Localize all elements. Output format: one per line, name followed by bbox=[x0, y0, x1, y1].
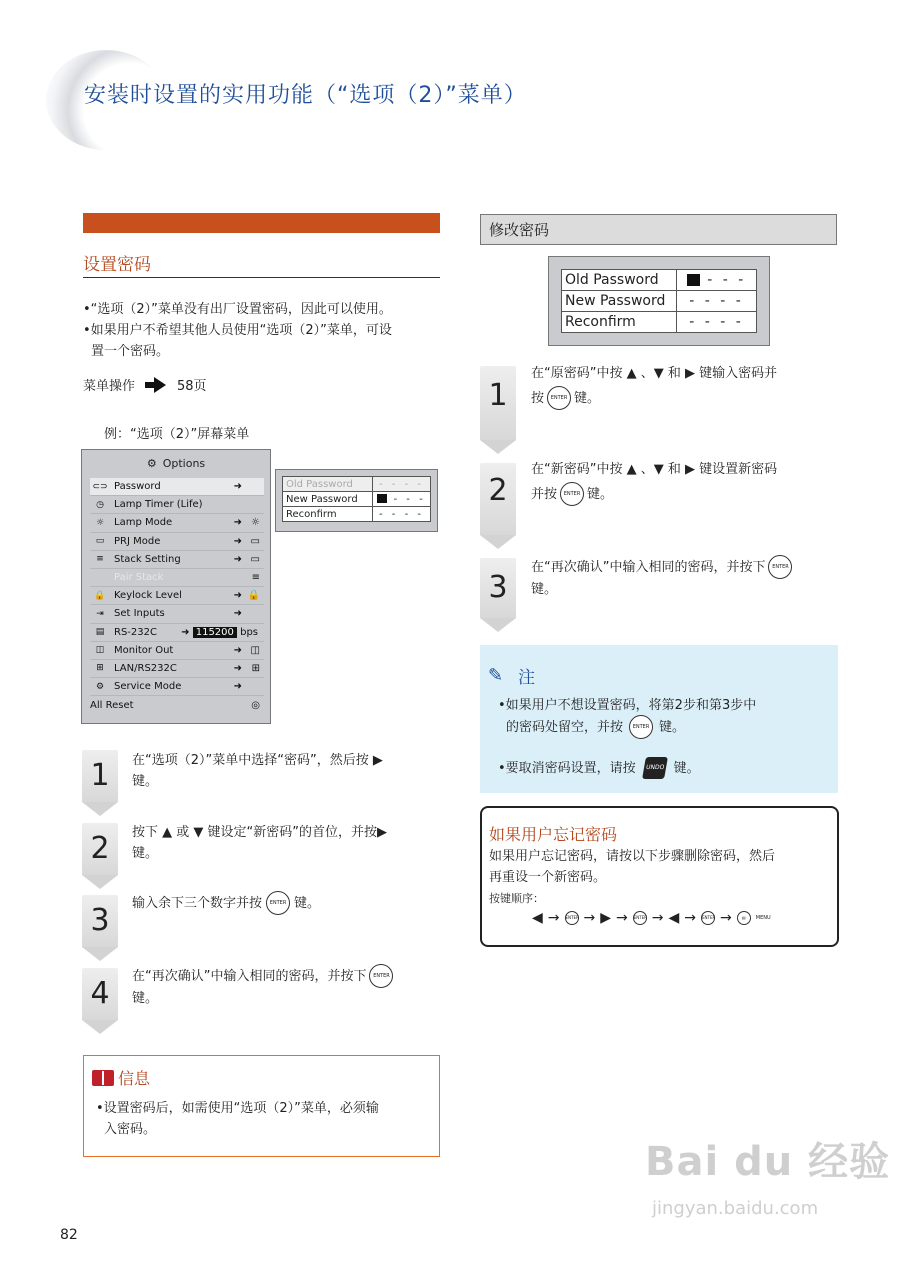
note-box bbox=[480, 645, 838, 793]
step-number: 2 bbox=[480, 463, 516, 535]
serial-port-icon: ▤ bbox=[95, 627, 105, 638]
submenu-arrow-icon: ➜ bbox=[233, 481, 242, 493]
input-icon: ⇥ bbox=[96, 608, 104, 619]
osd-row-monitor-out[interactable]: ◫ Monitor Out ➜ ◫ bbox=[90, 642, 264, 660]
submenu-arrow-icon: ➜ bbox=[233, 644, 242, 656]
menu-key-icon: ▤ bbox=[737, 911, 751, 925]
osd-options-menu bbox=[81, 449, 271, 724]
enter-button-icon: ENTER bbox=[560, 482, 584, 506]
arrow-right-icon: → bbox=[720, 910, 732, 926]
enter-button-icon: ENTER bbox=[768, 555, 792, 579]
submenu-arrow-icon: ➜ bbox=[233, 535, 242, 547]
arrow-right-icon: → bbox=[583, 910, 596, 926]
baidu-watermark: Bai du 经验 bbox=[645, 1139, 891, 1185]
monitor-value-icon: ◫ bbox=[250, 644, 260, 656]
service-icon: ⚙ bbox=[95, 681, 105, 692]
section-color-bar bbox=[83, 213, 440, 233]
intro-bullet-2-cont: 置一个密码。 bbox=[91, 344, 170, 359]
submenu-arrow-icon: ➜ bbox=[233, 590, 242, 602]
reset-icon: ◎ bbox=[251, 699, 260, 711]
lamp-timer-icon: ◷ bbox=[96, 499, 104, 510]
note-line-2: 的密码处留空，并按 ENTER 键。 bbox=[506, 715, 685, 739]
forgot-title: 如果用户忘记密码 bbox=[489, 825, 618, 844]
bold-arrow-icon bbox=[145, 377, 167, 393]
menu-key-label: MENU bbox=[755, 915, 771, 921]
submenu-arrow-icon: ➜ bbox=[233, 517, 242, 529]
section-rule bbox=[83, 277, 440, 278]
enter-button-icon: ENTER bbox=[547, 386, 571, 410]
enter-key-icon: ENTER bbox=[565, 911, 579, 925]
pw-row-reconfirm[interactable]: Reconfirm - - - - bbox=[283, 507, 431, 522]
osd-title: ⚙ Options bbox=[146, 456, 206, 470]
submenu-arrow-icon: ➜ bbox=[233, 681, 242, 693]
arrow-right-icon: → bbox=[651, 910, 664, 926]
osd-row-keylock-level[interactable]: 🔒 Keylock Level ➜ 🔒 bbox=[90, 587, 264, 605]
stack-icon: ≡ bbox=[96, 554, 104, 565]
left-step-3 bbox=[82, 895, 118, 961]
osd-row-set-inputs[interactable]: ⇥ Set Inputs ➜ bbox=[90, 605, 264, 623]
enter-button-icon: ENTER bbox=[629, 715, 653, 739]
arrow-right-icon: → bbox=[616, 910, 628, 926]
left-step-3-text: 输入余下三个数字并按 ENTER 键。 bbox=[132, 891, 320, 915]
key-icon: ⊂⊃ bbox=[92, 481, 108, 492]
baud-rate-value: ➜ 115200 bps bbox=[181, 626, 258, 638]
enter-key-icon: ENTER bbox=[633, 911, 647, 925]
info-title: 信息 bbox=[92, 1066, 150, 1089]
intro-bullet-1: •“选项（2）”菜单没有出厂设置密码，因此可以使用。 bbox=[83, 302, 392, 317]
osd-password-submenu bbox=[275, 469, 438, 532]
baidu-watermark-url: jingyan.baidu.com bbox=[652, 1198, 819, 1219]
pw-row-new[interactable]: New Password - - - bbox=[283, 492, 431, 507]
monitor-icon: ◫ bbox=[95, 645, 105, 656]
menu-operation-ref bbox=[83, 375, 207, 394]
cursor-block bbox=[377, 494, 387, 503]
left-step-2 bbox=[82, 823, 118, 889]
submenu-arrow-icon: ➜ bbox=[233, 608, 242, 620]
osd-row-lan-rs232c[interactable]: ⊞ LAN/RS232C ➜ ⊞ bbox=[90, 660, 264, 678]
intro-bullet-2: •如果用户不希望其他人员使用“选项（2）”菜单，可设 bbox=[83, 323, 392, 338]
enter-button-icon: ENTER bbox=[369, 964, 393, 988]
prj-mode-icon: ▭ bbox=[95, 536, 105, 547]
pw-row-old[interactable]: Old Password - - - - bbox=[283, 477, 431, 492]
menu-op-page: 58页 bbox=[177, 379, 207, 394]
osd-row-all-reset[interactable]: All Reset ◎ bbox=[90, 699, 260, 711]
osd-row-prj-mode[interactable]: ▭ PRJ Mode ➜ ▭ bbox=[90, 533, 264, 551]
osd-row-rs232c[interactable]: ▤ RS-232C ➜ 115200 bps bbox=[90, 624, 264, 642]
pencil-icon: ✎ bbox=[488, 664, 504, 686]
book-icon bbox=[92, 1070, 114, 1086]
password-table-small bbox=[282, 476, 431, 522]
left-step-4 bbox=[82, 968, 118, 1034]
left-step-1 bbox=[82, 750, 118, 816]
right-step-2-text: 在“新密码”中按 ▲ 、▼ 和 ▶ 键设置新密码 并按 ENTER 键。 bbox=[531, 459, 777, 506]
right-step-2 bbox=[480, 463, 516, 549]
note-line-1: •如果用户不想设置密码，将第2步和第3步中 bbox=[498, 698, 757, 713]
right-step-1-text: 在“原密码”中按 ▲ 、▼ 和 ▶ 键输入密码并 按 ENTER 键。 bbox=[531, 363, 777, 410]
cursor-block bbox=[687, 274, 700, 286]
pw-row-old[interactable]: Old Password - - - bbox=[562, 270, 757, 291]
step-number: 3 bbox=[480, 558, 516, 618]
undo-button-icon: UNDO bbox=[642, 757, 668, 779]
prj-mode-value-icon: ▭ bbox=[250, 535, 260, 547]
right-step-3 bbox=[480, 558, 516, 632]
forgot-password-box bbox=[480, 806, 839, 947]
info-text: •设置密码后，如需使用“选项（2）”菜单，必须输 入密码。 bbox=[96, 1101, 379, 1137]
keylock-value-icon: 🔒 bbox=[247, 590, 260, 602]
note-line-3: •要取消密码设置，请按 UNDO 键。 bbox=[498, 757, 700, 779]
change-password-header: 修改密码 bbox=[480, 214, 837, 245]
step-number: 2 bbox=[82, 823, 118, 875]
password-table-large bbox=[561, 269, 757, 333]
menu-op-label: 菜单操作 bbox=[83, 379, 136, 394]
example-label: 例：“选项（2）”屏幕菜单 bbox=[104, 427, 250, 442]
left-key-icon: ◀ bbox=[668, 910, 680, 926]
step-number: 4 bbox=[82, 968, 118, 1020]
note-title: ✎ 注 bbox=[488, 664, 535, 688]
pair-stack-value-icon: ≡ bbox=[251, 572, 260, 584]
lamp-mode-icon: ☼ bbox=[95, 517, 105, 528]
key-sequence bbox=[532, 910, 771, 926]
pw-row-reconfirm[interactable]: Reconfirm - - - - bbox=[562, 312, 757, 333]
osd-row-lamp-mode[interactable]: ☼ Lamp Mode ➜ ☼ bbox=[90, 514, 264, 532]
osd-row-lamp-timer[interactable]: ◷ Lamp Timer (Life) bbox=[90, 496, 264, 514]
left-step-4-text: 在“再次确认”中输入相同的密码，并按下 ENTER 键。 bbox=[132, 964, 393, 1009]
page-title: 安装时设置的实用功能（“选项（2）”菜单） bbox=[84, 83, 527, 108]
osd-row-pair-stack: Pair Stack ≡ bbox=[90, 569, 264, 587]
enter-button-icon: ENTER bbox=[266, 891, 290, 915]
osd-row-service-mode[interactable]: ⚙ Service Mode ➜ bbox=[90, 678, 264, 696]
step-number: 3 bbox=[82, 895, 118, 947]
password-change-panel bbox=[548, 256, 770, 346]
arrow-right-icon: → bbox=[547, 910, 560, 926]
info-box bbox=[83, 1055, 440, 1157]
options-gear-icon: ⚙ bbox=[146, 456, 157, 470]
page-number: 82 bbox=[60, 1227, 78, 1243]
lamp-mode-value-icon: ☼ bbox=[251, 517, 260, 529]
pw-row-new[interactable]: New Password - - - - bbox=[562, 291, 757, 312]
network-icon: ⊞ bbox=[96, 663, 104, 674]
submenu-arrow-icon: ➜ bbox=[233, 553, 242, 565]
lock-icon: 🔒 bbox=[94, 590, 106, 601]
right-step-1 bbox=[480, 366, 516, 454]
right-step-3-text: 在“再次确认”中输入相同的密码，并按下 ENTER 键。 bbox=[531, 555, 792, 600]
left-step-1-text: 在“选项（2）”菜单中选择“密码”，然后按 ▶ 键。 bbox=[132, 753, 383, 789]
arrow-right-icon: → bbox=[684, 910, 697, 926]
osd-menu-list bbox=[90, 478, 264, 714]
step-number: 1 bbox=[82, 750, 118, 802]
right-key-icon: ▶ bbox=[600, 910, 612, 926]
stack-value-icon: ▭ bbox=[250, 553, 260, 565]
forgot-text: 如果用户忘记密码，请按以下步骤删除密码，然后 再重设一个新密码。 bbox=[489, 849, 776, 885]
step-number: 1 bbox=[480, 366, 516, 440]
section-heading-set-password: 设置密码 bbox=[83, 255, 151, 275]
osd-row-stack-setting[interactable]: ≡ Stack Setting ➜ ▭ bbox=[90, 551, 264, 569]
network-value-icon: ⊞ bbox=[251, 662, 260, 674]
key-sequence-label: 按键顺序： bbox=[489, 892, 544, 905]
osd-row-password[interactable]: ⊂⊃ Password ➜ bbox=[90, 478, 264, 496]
left-key-icon: ◀ bbox=[532, 910, 543, 926]
submenu-arrow-icon: ➜ bbox=[233, 662, 242, 674]
left-step-2-text: 按下 ▲ 或 ▼ 键设定“新密码”的首位，并按▶ 键。 bbox=[132, 825, 387, 861]
enter-key-icon: ENTER bbox=[701, 911, 715, 925]
